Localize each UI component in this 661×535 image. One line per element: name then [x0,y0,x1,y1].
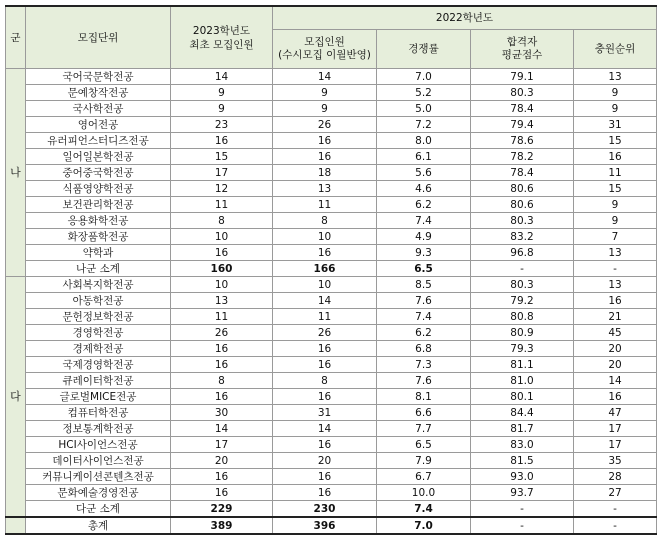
recruit-cell: 16 [273,149,377,165]
total-q2023: 389 [171,517,273,534]
header-rank: 충원순위 [574,30,657,69]
unit-cell: 아동학전공 [26,293,171,309]
unit-cell: 식품영양학전공 [26,181,171,197]
score-cell: 79.2 [471,293,574,309]
q2023-cell: 9 [171,101,273,117]
table-row [6,373,657,389]
q2023-cell: 16 [171,485,273,501]
comp-cell: 7.2 [377,117,471,133]
score-cell: 84.4 [471,405,574,421]
comp-cell: 7.4 [377,309,471,325]
unit-cell: 중어중국학전공 [26,165,171,181]
header-score [471,30,574,69]
comp-cell: 5.2 [377,85,471,101]
q2023-cell: 10 [171,277,273,293]
score-cell: 79.3 [471,341,574,357]
score-cell: 93.0 [471,469,574,485]
table-row [6,133,657,149]
comp-cell: 4.6 [377,181,471,197]
table-row [6,453,657,469]
recruit-cell: 16 [273,357,377,373]
unit-cell: 문헌정보학전공 [26,309,171,325]
comp-cell: 8.5 [377,277,471,293]
score-cell: 93.7 [471,485,574,501]
score-cell: 80.3 [471,277,574,293]
group-label: 다 [6,277,26,518]
table-row [6,229,657,245]
comp-cell: 5.0 [377,101,471,117]
recruit-cell: 8 [273,373,377,389]
comp-cell: 8.0 [377,133,471,149]
rank-cell: 35 [574,453,657,469]
unit-cell: 약학과 [26,245,171,261]
header-score-line2: 평균점수 [501,49,543,61]
header-2022-group: 2022학년도 [273,6,657,30]
unit-cell: 국어국문학전공 [26,69,171,85]
score-cell: 80.3 [471,85,574,101]
table-row [6,85,657,101]
rank-cell: 15 [574,133,657,149]
recruit-cell: 16 [273,245,377,261]
comp-cell: 7.0 [377,69,471,85]
table-row [6,149,657,165]
recruit-cell: 11 [273,197,377,213]
subtotal-comp: 7.4 [377,501,471,518]
rank-cell: 9 [574,213,657,229]
subtotal-rank: - [574,261,657,277]
recruit-cell: 14 [273,421,377,437]
total-rank: - [574,517,657,534]
comp-cell: 7.4 [377,213,471,229]
score-cell: 81.1 [471,357,574,373]
unit-cell: 일어일본학전공 [26,149,171,165]
unit-cell: HCI사이언스전공 [26,437,171,453]
comp-cell: 7.3 [377,357,471,373]
total-label: 총계 [26,517,171,534]
recruit-cell: 31 [273,405,377,421]
comp-cell: 7.6 [377,293,471,309]
recruit-cell: 16 [273,437,377,453]
score-cell: 78.4 [471,101,574,117]
q2023-cell: 16 [171,245,273,261]
unit-cell: 큐레이터학전공 [26,373,171,389]
subtotal-row [6,501,657,518]
comp-cell: 8.1 [377,389,471,405]
q2023-cell: 16 [171,133,273,149]
rank-cell: 9 [574,197,657,213]
rank-cell: 7 [574,229,657,245]
header-recruit-line1: 모집인원 [304,36,345,48]
recruit-cell: 10 [273,229,377,245]
comp-cell: 9.3 [377,245,471,261]
comp-cell: 7.6 [377,373,471,389]
header-recruit-line2: (수시모집 이월반영) [278,49,371,61]
score-cell: 81.0 [471,373,574,389]
unit-cell: 국사학전공 [26,101,171,117]
table-row [6,69,657,85]
rank-cell: 31 [574,117,657,133]
table-row [6,437,657,453]
recruit-cell: 26 [273,325,377,341]
recruit-cell: 11 [273,309,377,325]
q2023-cell: 17 [171,165,273,181]
unit-cell: 정보통계학전공 [26,421,171,437]
total-row [6,517,657,534]
recruit-cell: 10 [273,277,377,293]
comp-cell: 10.0 [377,485,471,501]
q2023-cell: 14 [171,69,273,85]
rank-cell: 13 [574,277,657,293]
table-body [6,69,657,535]
subtotal-row [6,261,657,277]
q2023-cell: 11 [171,197,273,213]
recruit-cell: 9 [273,85,377,101]
total-comp: 7.0 [377,517,471,534]
rank-cell: 27 [574,485,657,501]
table-row [6,309,657,325]
rank-cell: 21 [574,309,657,325]
unit-cell: 보건관리학전공 [26,197,171,213]
unit-cell: 문화예술경영전공 [26,485,171,501]
comp-cell: 6.7 [377,469,471,485]
score-cell: 78.4 [471,165,574,181]
unit-cell: 문예창작전공 [26,85,171,101]
comp-cell: 6.1 [377,149,471,165]
rank-cell: 9 [574,101,657,117]
recruit-cell: 26 [273,117,377,133]
subtotal-score: - [471,261,574,277]
rank-cell: 45 [574,325,657,341]
q2023-cell: 8 [171,213,273,229]
header-competition: 경쟁률 [377,30,471,69]
q2023-cell: 16 [171,341,273,357]
score-cell: 80.9 [471,325,574,341]
q2023-cell: 14 [171,421,273,437]
recruit-cell: 14 [273,69,377,85]
score-cell: 79.1 [471,69,574,85]
table-row [6,389,657,405]
admission-table-container [5,5,657,535]
unit-cell: 글로벌MICE전공 [26,389,171,405]
table-row [6,421,657,437]
header-unit: 모집단위 [26,6,171,69]
q2023-cell: 20 [171,453,273,469]
header-2023-line2: 최초 모집인원 [189,38,254,51]
unit-cell: 영어전공 [26,117,171,133]
comp-cell: 4.9 [377,229,471,245]
score-cell: 80.6 [471,181,574,197]
group-label: 나 [6,69,26,277]
rank-cell: 20 [574,341,657,357]
q2023-cell: 12 [171,181,273,197]
score-cell: 78.6 [471,133,574,149]
subtotal-rank: - [574,501,657,518]
recruit-cell: 18 [273,165,377,181]
score-cell: 83.0 [471,437,574,453]
table-row [6,277,657,293]
q2023-cell: 26 [171,325,273,341]
rank-cell: 16 [574,293,657,309]
comp-cell: 6.8 [377,341,471,357]
score-cell: 78.2 [471,149,574,165]
score-cell: 96.8 [471,245,574,261]
rank-cell: 16 [574,389,657,405]
unit-cell: 컴퓨터학전공 [26,405,171,421]
rank-cell: 11 [574,165,657,181]
header-recruit [273,30,377,69]
unit-cell: 화장품학전공 [26,229,171,245]
subtotal-label: 다군 소계 [26,501,171,518]
table-row [6,165,657,181]
table-row [6,341,657,357]
table-row [6,469,657,485]
score-cell: 81.7 [471,421,574,437]
recruit-cell: 14 [273,293,377,309]
score-cell: 81.5 [471,453,574,469]
subtotal-q2023: 160 [171,261,273,277]
comp-cell: 6.2 [377,325,471,341]
rank-cell: 28 [574,469,657,485]
unit-cell: 국제경영학전공 [26,357,171,373]
header-score-line1: 합격자 [506,36,538,48]
rank-cell: 14 [574,373,657,389]
q2023-cell: 9 [171,85,273,101]
q2023-cell: 16 [171,389,273,405]
q2023-cell: 11 [171,309,273,325]
unit-cell: 경영학전공 [26,325,171,341]
q2023-cell: 10 [171,229,273,245]
rank-cell: 13 [574,69,657,85]
header-2023-line1: 2023학년도 [192,24,251,37]
table-row [6,325,657,341]
unit-cell: 데이터사이언스전공 [26,453,171,469]
rank-cell: 47 [574,405,657,421]
subtotal-comp: 6.5 [377,261,471,277]
recruit-cell: 16 [273,133,377,149]
table-row [6,213,657,229]
table-row [6,101,657,117]
subtotal-score: - [471,501,574,518]
q2023-cell: 30 [171,405,273,421]
score-cell: 80.8 [471,309,574,325]
subtotal-recruit: 230 [273,501,377,518]
comp-cell: 6.2 [377,197,471,213]
header-2023-quota [171,6,273,69]
rank-cell: 20 [574,357,657,373]
recruit-cell: 16 [273,469,377,485]
score-cell: 80.3 [471,213,574,229]
rank-cell: 13 [574,245,657,261]
rank-cell: 9 [574,85,657,101]
admission-results-table [5,5,657,535]
unit-cell: 사회복지학전공 [26,277,171,293]
table-row [6,197,657,213]
rank-cell: 17 [574,437,657,453]
total-score: - [471,517,574,534]
unit-cell: 응용화학전공 [26,213,171,229]
comp-cell: 7.9 [377,453,471,469]
recruit-cell: 13 [273,181,377,197]
table-row [6,181,657,197]
q2023-cell: 23 [171,117,273,133]
table-row [6,405,657,421]
header-group: 군 [6,6,26,69]
q2023-cell: 13 [171,293,273,309]
rank-cell: 16 [574,149,657,165]
recruit-cell: 8 [273,213,377,229]
comp-cell: 6.5 [377,437,471,453]
q2023-cell: 15 [171,149,273,165]
rank-cell: 17 [574,421,657,437]
score-cell: 83.2 [471,229,574,245]
table-row [6,485,657,501]
q2023-cell: 17 [171,437,273,453]
table-header [6,6,657,69]
unit-cell: 유러피언스터디즈전공 [26,133,171,149]
recruit-cell: 16 [273,341,377,357]
unit-cell: 경제학전공 [26,341,171,357]
subtotal-label: 나군 소계 [26,261,171,277]
table-row [6,293,657,309]
total-spacer [6,517,26,534]
rank-cell: 15 [574,181,657,197]
score-cell: 79.4 [471,117,574,133]
q2023-cell: 16 [171,357,273,373]
unit-cell: 커뮤니케이션콘텐츠전공 [26,469,171,485]
recruit-cell: 9 [273,101,377,117]
comp-cell: 6.6 [377,405,471,421]
q2023-cell: 16 [171,469,273,485]
q2023-cell: 8 [171,373,273,389]
table-row [6,117,657,133]
score-cell: 80.1 [471,389,574,405]
comp-cell: 5.6 [377,165,471,181]
subtotal-recruit: 166 [273,261,377,277]
subtotal-q2023: 229 [171,501,273,518]
recruit-cell: 16 [273,389,377,405]
score-cell: 80.6 [471,197,574,213]
recruit-cell: 20 [273,453,377,469]
table-row [6,357,657,373]
total-recruit: 396 [273,517,377,534]
recruit-cell: 16 [273,485,377,501]
comp-cell: 7.7 [377,421,471,437]
table-row [6,245,657,261]
